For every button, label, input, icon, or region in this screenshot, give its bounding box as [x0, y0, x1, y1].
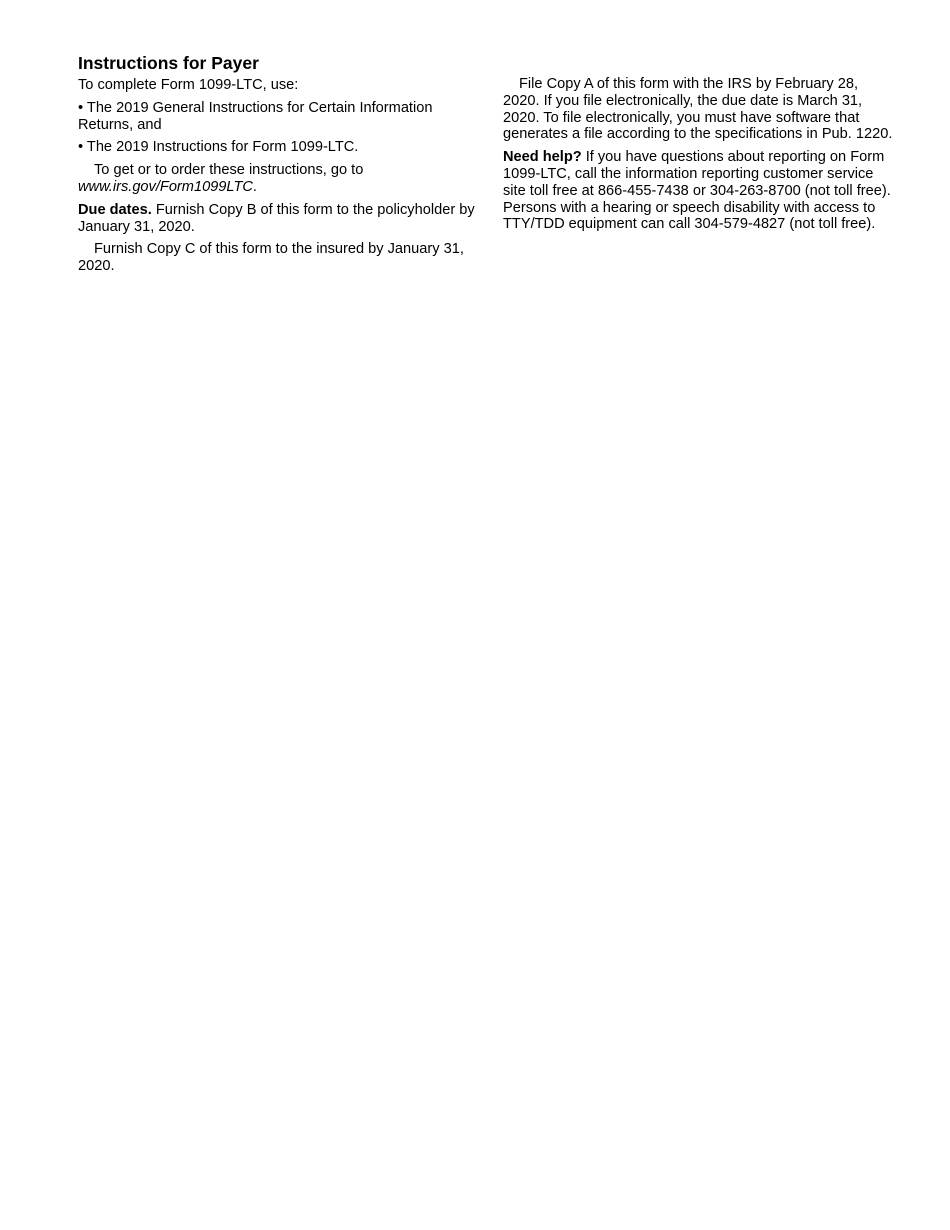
due-dates-paragraph: [78, 202, 478, 236]
due-dates-text: Furnish Copy B of this form to the policyholder by January 31, 2020.: [78, 201, 475, 235]
left-column: [78, 53, 478, 281]
copy-a-paragraph: File Copy A of this form with the IRS by February 28, 2020. If you file electronically, the due date is March 31, 2020. To file electronically, you must have software that generates a file according to the specifications in Pub. 1220.: [503, 76, 893, 143]
irs-link[interactable]: www.irs.gov/Form1099LTC: [78, 178, 253, 195]
page-title: Instructions for Payer: [78, 53, 259, 73]
due-dates-heading: Due dates.: [78, 201, 152, 218]
intro-paragraph: To complete Form 1099-LTC, use:: [78, 77, 299, 93]
order-text: To get or to order these instructions, go to: [94, 162, 364, 179]
right-column: [503, 76, 898, 239]
bullet-form-instructions: • The 2019 Instructions for Form 1099-LTC.: [78, 139, 359, 156]
order-period: .: [252, 178, 257, 195]
copy-c-paragraph: Furnish Copy C of this form to the insured by January 31, 2020.: [78, 241, 464, 275]
need-help-heading: Need help?: [503, 149, 582, 166]
order-paragraph: [78, 162, 478, 196]
bullet-general-instructions: • The 2019 General Instructions for Certain Information Returns, and: [78, 99, 433, 133]
need-help-paragraph: [503, 149, 898, 233]
need-help-text: If you have questions about reporting on Form 1099-LTC, call the information reporting customer service site toll free at 866-455-7438 or 304-263-8700 (not toll free). Persons with a hearing or speech disability with access to TTY/TDD equipment can call 304-579-4827 (not toll free).: [503, 149, 891, 233]
